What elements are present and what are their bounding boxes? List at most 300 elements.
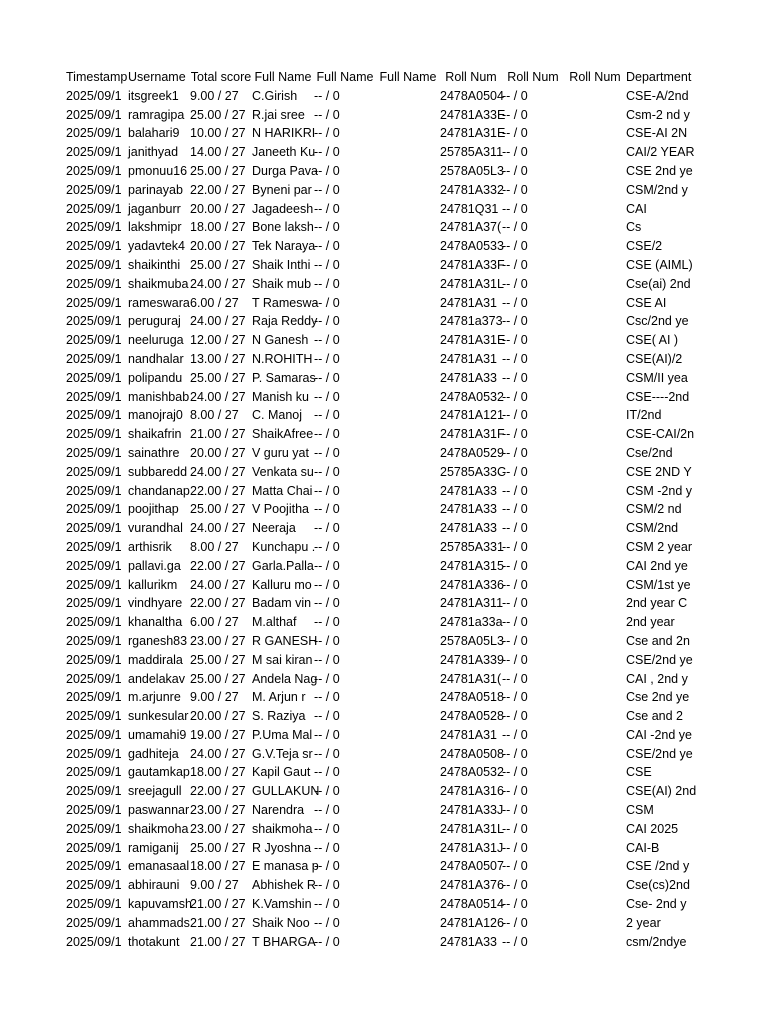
cell-roll-num-2[interactable]: -- / 0 bbox=[502, 577, 528, 592]
cell-full-name-2[interactable]: -- / 0 bbox=[314, 239, 340, 254]
cell-username[interactable]: jaganburr bbox=[128, 201, 181, 216]
cell-full-name-2[interactable]: -- / 0 bbox=[314, 445, 340, 460]
cell-full-name-3[interactable] bbox=[376, 707, 440, 726]
cell-roll-num-3[interactable] bbox=[564, 707, 626, 726]
cell-full-name-3[interactable] bbox=[376, 350, 440, 369]
cell-total-score[interactable]: 14.00 / 27 bbox=[190, 145, 246, 160]
cell-roll-num-3[interactable] bbox=[564, 369, 626, 388]
cell-full-name-2[interactable]: -- / 0 bbox=[314, 596, 340, 611]
cell-roll-num-2[interactable]: -- / 0 bbox=[502, 88, 528, 103]
cell-department[interactable]: CAI/2 YEAR bbox=[626, 145, 695, 160]
cell-timestamp[interactable]: 2025/09/1 bbox=[66, 389, 122, 404]
cell-full-name-2[interactable]: -- / 0 bbox=[314, 88, 340, 103]
cell-username[interactable]: emanasaal bbox=[128, 859, 190, 874]
cell-full-name-2[interactable]: -- / 0 bbox=[314, 615, 340, 630]
cell-roll-num-3[interactable] bbox=[564, 331, 626, 350]
cell-roll-num[interactable]: 2478A0504 bbox=[440, 88, 504, 103]
cell-department[interactable]: csm/2ndye bbox=[626, 934, 687, 949]
cell-roll-num-3[interactable] bbox=[564, 181, 626, 200]
cell-full-name[interactable]: Byneni par bbox=[252, 182, 312, 197]
cell-department[interactable]: CSM/2nd y bbox=[626, 182, 688, 197]
cell-total-score[interactable]: 10.00 / 27 bbox=[190, 126, 246, 141]
cell-roll-num-2[interactable]: -- / 0 bbox=[502, 464, 528, 479]
cell-full-name-2[interactable]: -- / 0 bbox=[314, 427, 340, 442]
cell-roll-num[interactable]: 24781A33 bbox=[440, 370, 498, 385]
cell-roll-num-2[interactable]: -- / 0 bbox=[502, 709, 528, 724]
cell-roll-num[interactable]: 24781A31E bbox=[440, 126, 506, 141]
cell-username[interactable]: gadhiteja bbox=[128, 746, 179, 761]
cell-timestamp[interactable]: 2025/09/1 bbox=[66, 295, 122, 310]
cell-roll-num-3[interactable] bbox=[564, 576, 626, 595]
cell-roll-num-2[interactable]: -- / 0 bbox=[502, 220, 528, 235]
cell-full-name-3[interactable] bbox=[376, 143, 440, 162]
cell-department[interactable]: CSE-CAI/2n bbox=[626, 427, 695, 442]
cell-full-name[interactable]: P.Uma Mal bbox=[252, 727, 313, 742]
cell-total-score[interactable]: 25.00 / 27 bbox=[190, 502, 246, 517]
cell-total-score[interactable]: 23.00 / 27 bbox=[190, 633, 246, 648]
cell-roll-num-2[interactable]: -- / 0 bbox=[502, 821, 528, 836]
cell-timestamp[interactable]: 2025/09/1 bbox=[66, 351, 122, 366]
cell-roll-num-2[interactable]: -- / 0 bbox=[502, 803, 528, 818]
cell-roll-num[interactable]: 24781A121 bbox=[440, 408, 504, 423]
cell-department[interactable]: CSM/2nd bbox=[626, 521, 679, 536]
cell-department[interactable]: CSE 2nd ye bbox=[626, 163, 693, 178]
header-cell-total-score[interactable]: Total score bbox=[190, 70, 252, 84]
cell-full-name-3[interactable] bbox=[376, 933, 440, 952]
cell-total-score[interactable]: 24.00 / 27 bbox=[190, 314, 246, 329]
cell-total-score[interactable]: 20.00 / 27 bbox=[190, 201, 246, 216]
cell-full-name[interactable]: M.althaf bbox=[252, 615, 297, 630]
cell-department[interactable]: Csm-2 nd y bbox=[626, 107, 690, 122]
cell-timestamp[interactable]: 2025/09/1 bbox=[66, 840, 122, 855]
cell-roll-num-2[interactable]: -- / 0 bbox=[502, 746, 528, 761]
cell-roll-num-2[interactable]: -- / 0 bbox=[502, 934, 528, 949]
cell-full-name-3[interactable] bbox=[376, 726, 440, 745]
cell-department[interactable]: CSE/2 bbox=[626, 239, 663, 254]
cell-roll-num-3[interactable] bbox=[564, 500, 626, 519]
cell-total-score[interactable]: 20.00 / 27 bbox=[190, 239, 246, 254]
cell-roll-num-3[interactable] bbox=[564, 425, 626, 444]
cell-roll-num-3[interactable] bbox=[564, 294, 626, 313]
cell-roll-num[interactable]: 24781A31 bbox=[440, 351, 498, 366]
cell-full-name-2[interactable]: -- / 0 bbox=[314, 351, 340, 366]
cell-roll-num-2[interactable]: -- / 0 bbox=[502, 370, 528, 385]
cell-full-name-2[interactable]: -- / 0 bbox=[314, 803, 340, 818]
cell-full-name-2[interactable]: -- / 0 bbox=[314, 765, 340, 780]
cell-roll-num[interactable]: 24781A37( bbox=[440, 220, 502, 235]
cell-roll-num[interactable]: 24781A33 bbox=[440, 521, 498, 536]
cell-full-name-3[interactable] bbox=[376, 87, 440, 106]
header-cell-username[interactable]: Username bbox=[128, 70, 186, 84]
cell-timestamp[interactable]: 2025/09/1 bbox=[66, 201, 122, 216]
cell-roll-num-3[interactable] bbox=[564, 312, 626, 331]
cell-total-score[interactable]: 25.00 / 27 bbox=[190, 107, 246, 122]
cell-total-score[interactable]: 18.00 / 27 bbox=[190, 765, 246, 780]
cell-username[interactable]: khanaltha bbox=[128, 615, 183, 630]
cell-roll-num-3[interactable] bbox=[564, 275, 626, 294]
cell-total-score[interactable]: 22.00 / 27 bbox=[190, 558, 246, 573]
cell-full-name-2[interactable]: -- / 0 bbox=[314, 671, 340, 686]
cell-department[interactable]: Cse 2nd ye bbox=[626, 690, 690, 705]
cell-username[interactable]: andelakav bbox=[128, 671, 185, 686]
cell-roll-num-2[interactable]: -- / 0 bbox=[502, 671, 528, 686]
cell-total-score[interactable]: 23.00 / 27 bbox=[190, 803, 246, 818]
cell-full-name-2[interactable]: -- / 0 bbox=[314, 107, 340, 122]
cell-department[interactable]: CSE /2nd y bbox=[626, 859, 690, 874]
cell-full-name[interactable]: Kalluru mo bbox=[252, 577, 312, 592]
cell-full-name[interactable]: E manasa p bbox=[252, 859, 319, 874]
cell-full-name-3[interactable] bbox=[376, 256, 440, 275]
cell-full-name[interactable]: N HARIKRI bbox=[252, 126, 316, 141]
cell-full-name[interactable]: Bone laksh bbox=[252, 220, 314, 235]
cell-roll-num-2[interactable]: -- / 0 bbox=[502, 652, 528, 667]
cell-department[interactable]: Cse- 2nd y bbox=[626, 897, 687, 912]
cell-full-name-2[interactable]: -- / 0 bbox=[314, 746, 340, 761]
cell-roll-num-2[interactable]: -- / 0 bbox=[502, 257, 528, 272]
cell-department[interactable]: 2 year bbox=[626, 915, 661, 930]
cell-roll-num-3[interactable] bbox=[564, 237, 626, 256]
cell-full-name[interactable]: Neeraja bbox=[252, 521, 296, 536]
cell-username[interactable]: chandanap bbox=[128, 483, 190, 498]
cell-full-name[interactable]: Shaik Noo bbox=[252, 915, 310, 930]
cell-roll-num-3[interactable] bbox=[564, 256, 626, 275]
cell-full-name[interactable]: Raja Reddy bbox=[252, 314, 318, 329]
cell-full-name-2[interactable]: -- / 0 bbox=[314, 145, 340, 160]
cell-total-score[interactable]: 9.00 / 27 bbox=[190, 88, 239, 103]
cell-timestamp[interactable]: 2025/09/1 bbox=[66, 370, 122, 385]
cell-department[interactable]: Cs bbox=[626, 220, 642, 235]
cell-username[interactable]: pallavi.ga bbox=[128, 558, 181, 573]
cell-full-name[interactable]: ShaikAfree bbox=[252, 427, 314, 442]
cell-roll-num-3[interactable] bbox=[564, 106, 626, 125]
cell-full-name-2[interactable]: -- / 0 bbox=[314, 314, 340, 329]
cell-full-name-2[interactable]: -- / 0 bbox=[314, 934, 340, 949]
cell-full-name-3[interactable] bbox=[376, 557, 440, 576]
cell-username[interactable]: polipandu bbox=[128, 370, 183, 385]
cell-full-name-3[interactable] bbox=[376, 275, 440, 294]
cell-roll-num-3[interactable] bbox=[564, 519, 626, 538]
cell-roll-num-2[interactable]: -- / 0 bbox=[502, 878, 528, 893]
cell-roll-num-3[interactable] bbox=[564, 782, 626, 801]
cell-department[interactable]: CSE( AI ) bbox=[626, 333, 679, 348]
cell-full-name[interactable]: Andela Nag bbox=[252, 671, 318, 686]
cell-roll-num-2[interactable]: -- / 0 bbox=[502, 521, 528, 536]
cell-full-name[interactable]: Abhishek R bbox=[252, 878, 316, 893]
cell-full-name-2[interactable]: -- / 0 bbox=[314, 333, 340, 348]
cell-timestamp[interactable]: 2025/09/1 bbox=[66, 521, 122, 536]
cell-roll-num-2[interactable]: -- / 0 bbox=[502, 596, 528, 611]
cell-total-score[interactable]: 8.00 / 27 bbox=[190, 539, 239, 554]
cell-total-score[interactable]: 25.00 / 27 bbox=[190, 840, 246, 855]
cell-timestamp[interactable]: 2025/09/1 bbox=[66, 88, 122, 103]
cell-total-score[interactable]: 23.00 / 27 bbox=[190, 821, 246, 836]
cell-full-name-2[interactable]: -- / 0 bbox=[314, 840, 340, 855]
cell-full-name[interactable]: R GANESH bbox=[252, 633, 318, 648]
cell-timestamp[interactable]: 2025/09/1 bbox=[66, 145, 122, 160]
cell-username[interactable]: sreejagull bbox=[128, 784, 182, 799]
cell-full-name-3[interactable] bbox=[376, 839, 440, 858]
header-cell-timestamp[interactable]: Timestamp bbox=[66, 70, 128, 84]
cell-roll-num[interactable]: 2478A0532 bbox=[440, 765, 504, 780]
cell-roll-num-2[interactable]: -- / 0 bbox=[502, 389, 528, 404]
cell-department[interactable]: 2nd year bbox=[626, 615, 675, 630]
cell-full-name-2[interactable]: -- / 0 bbox=[314, 201, 340, 216]
cell-full-name-3[interactable] bbox=[376, 425, 440, 444]
cell-roll-num-3[interactable] bbox=[564, 406, 626, 425]
cell-full-name-2[interactable]: -- / 0 bbox=[314, 276, 340, 291]
cell-full-name-3[interactable] bbox=[376, 801, 440, 820]
cell-timestamp[interactable]: 2025/09/1 bbox=[66, 615, 122, 630]
cell-roll-num-2[interactable]: -- / 0 bbox=[502, 558, 528, 573]
cell-full-name[interactable]: N Ganesh bbox=[252, 333, 309, 348]
cell-full-name[interactable]: Badam vin bbox=[252, 596, 312, 611]
cell-full-name-2[interactable]: -- / 0 bbox=[314, 126, 340, 141]
cell-roll-num-2[interactable]: -- / 0 bbox=[502, 765, 528, 780]
cell-roll-num[interactable]: 24781A316 bbox=[440, 784, 504, 799]
cell-total-score[interactable]: 24.00 / 27 bbox=[190, 464, 246, 479]
cell-full-name-3[interactable] bbox=[376, 500, 440, 519]
cell-full-name[interactable]: G.V.Teja sr bbox=[252, 746, 313, 761]
cell-full-name-3[interactable] bbox=[376, 162, 440, 181]
cell-roll-num[interactable]: 24781A31 bbox=[440, 295, 498, 310]
cell-department[interactable]: CSE----2nd bbox=[626, 389, 690, 404]
cell-full-name[interactable]: K.Vamshin bbox=[252, 897, 312, 912]
cell-full-name-3[interactable] bbox=[376, 312, 440, 331]
cell-total-score[interactable]: 24.00 / 27 bbox=[190, 577, 246, 592]
cell-timestamp[interactable]: 2025/09/1 bbox=[66, 784, 122, 799]
cell-roll-num-2[interactable]: -- / 0 bbox=[502, 859, 528, 874]
cell-timestamp[interactable]: 2025/09/1 bbox=[66, 483, 122, 498]
cell-username[interactable]: gautamkap bbox=[128, 765, 190, 780]
cell-username[interactable]: thotakunt bbox=[128, 934, 180, 949]
cell-department[interactable]: CSE/2nd ye bbox=[626, 746, 693, 761]
cell-full-name-3[interactable] bbox=[376, 369, 440, 388]
cell-timestamp[interactable]: 2025/09/1 bbox=[66, 577, 122, 592]
cell-department[interactable]: Cse and 2n bbox=[626, 633, 690, 648]
cell-department[interactable]: CSM/II yea bbox=[626, 370, 688, 385]
cell-roll-num[interactable]: 24781a373 bbox=[440, 314, 503, 329]
cell-department[interactable]: CSM bbox=[626, 803, 654, 818]
cell-roll-num-2[interactable]: -- / 0 bbox=[502, 351, 528, 366]
cell-timestamp[interactable]: 2025/09/1 bbox=[66, 220, 122, 235]
cell-username[interactable]: ramragipa bbox=[128, 107, 185, 122]
cell-username[interactable]: shaikafrin bbox=[128, 427, 182, 442]
cell-roll-num[interactable]: 2478A0532 bbox=[440, 389, 504, 404]
cell-roll-num-3[interactable] bbox=[564, 350, 626, 369]
cell-full-name-3[interactable] bbox=[376, 519, 440, 538]
cell-full-name-3[interactable] bbox=[376, 763, 440, 782]
cell-roll-num-3[interactable] bbox=[564, 444, 626, 463]
cell-full-name-3[interactable] bbox=[376, 294, 440, 313]
cell-roll-num-2[interactable]: -- / 0 bbox=[502, 408, 528, 423]
cell-roll-num[interactable]: 25785A311 bbox=[440, 145, 504, 160]
cell-full-name-2[interactable]: -- / 0 bbox=[314, 257, 340, 272]
cell-full-name-3[interactable] bbox=[376, 820, 440, 839]
cell-full-name-2[interactable]: -- / 0 bbox=[314, 389, 340, 404]
cell-timestamp[interactable]: 2025/09/1 bbox=[66, 671, 122, 686]
cell-full-name-3[interactable] bbox=[376, 482, 440, 501]
cell-timestamp[interactable]: 2025/09/1 bbox=[66, 897, 122, 912]
cell-username[interactable]: rameswara bbox=[128, 295, 190, 310]
cell-department[interactable]: CSM/2 nd bbox=[626, 502, 682, 517]
cell-full-name-3[interactable] bbox=[376, 651, 440, 670]
cell-username[interactable]: arthisrik bbox=[128, 539, 172, 554]
cell-roll-num[interactable]: 24781a33a bbox=[440, 615, 503, 630]
cell-roll-num[interactable]: 24781A31L bbox=[440, 821, 504, 836]
cell-full-name-2[interactable]: -- / 0 bbox=[314, 821, 340, 836]
cell-username[interactable]: shaikinthi bbox=[128, 257, 181, 272]
cell-department[interactable]: CAI 2nd ye bbox=[626, 558, 688, 573]
cell-full-name[interactable]: P. Samaras bbox=[252, 370, 316, 385]
cell-username[interactable]: nandhalar bbox=[128, 351, 184, 366]
cell-department[interactable]: Cse and 2 bbox=[626, 709, 683, 724]
cell-department[interactable]: CSE-A/2nd bbox=[626, 88, 689, 103]
cell-roll-num-3[interactable] bbox=[564, 801, 626, 820]
cell-username[interactable]: pmonuu16 bbox=[128, 163, 188, 178]
header-cell-full-name-3[interactable]: Full Name bbox=[379, 70, 437, 84]
cell-full-name-2[interactable]: -- / 0 bbox=[314, 897, 340, 912]
cell-department[interactable]: CSE/2nd ye bbox=[626, 652, 693, 667]
cell-department[interactable]: CAI-B bbox=[626, 840, 660, 855]
cell-full-name-2[interactable]: -- / 0 bbox=[314, 859, 340, 874]
cell-full-name-3[interactable] bbox=[376, 237, 440, 256]
cell-username[interactable]: manishbab bbox=[128, 389, 190, 404]
cell-username[interactable]: m.arjunre bbox=[128, 690, 181, 705]
cell-roll-num[interactable]: 2478A0507 bbox=[440, 859, 504, 874]
cell-username[interactable]: abhirauni bbox=[128, 878, 180, 893]
cell-username[interactable]: poojithap bbox=[128, 502, 179, 517]
cell-total-score[interactable]: 25.00 / 27 bbox=[190, 671, 246, 686]
cell-full-name-3[interactable] bbox=[376, 463, 440, 482]
cell-full-name-2[interactable]: -- / 0 bbox=[314, 408, 340, 423]
cell-total-score[interactable]: 13.00 / 27 bbox=[190, 351, 246, 366]
cell-full-name-2[interactable]: -- / 0 bbox=[314, 690, 340, 705]
cell-roll-num[interactable]: 24781A315 bbox=[440, 558, 504, 573]
cell-roll-num[interactable]: 2478A0508 bbox=[440, 746, 504, 761]
cell-full-name-3[interactable] bbox=[376, 745, 440, 764]
cell-full-name[interactable]: Manish ku bbox=[252, 389, 309, 404]
cell-full-name[interactable]: Narendra bbox=[252, 803, 305, 818]
cell-department[interactable]: Cse(ai) 2nd bbox=[626, 276, 691, 291]
cell-roll-num-3[interactable] bbox=[564, 876, 626, 895]
cell-timestamp[interactable]: 2025/09/1 bbox=[66, 859, 122, 874]
cell-roll-num[interactable]: 24781A33F bbox=[440, 257, 505, 272]
cell-full-name[interactable]: M sai kiran bbox=[252, 652, 313, 667]
cell-total-score[interactable]: 25.00 / 27 bbox=[190, 652, 246, 667]
cell-roll-num[interactable]: 24781A31L bbox=[440, 276, 504, 291]
cell-roll-num[interactable]: 24781A31J bbox=[440, 840, 504, 855]
cell-roll-num[interactable]: 2478A0518 bbox=[440, 690, 504, 705]
cell-full-name[interactable]: R Jyoshna bbox=[252, 840, 312, 855]
cell-timestamp[interactable]: 2025/09/1 bbox=[66, 408, 122, 423]
cell-roll-num-2[interactable]: -- / 0 bbox=[502, 445, 528, 460]
cell-total-score[interactable]: 12.00 / 27 bbox=[190, 333, 246, 348]
cell-full-name-3[interactable] bbox=[376, 914, 440, 933]
cell-full-name[interactable]: T BHARGA bbox=[252, 934, 316, 949]
cell-full-name-2[interactable]: -- / 0 bbox=[314, 464, 340, 479]
cell-roll-num[interactable]: 24781A33 bbox=[440, 934, 498, 949]
cell-total-score[interactable]: 24.00 / 27 bbox=[190, 746, 246, 761]
cell-username[interactable]: maddirala bbox=[128, 652, 183, 667]
cell-total-score[interactable]: 25.00 / 27 bbox=[190, 163, 246, 178]
cell-full-name[interactable]: C. Manoj bbox=[252, 408, 303, 423]
cell-timestamp[interactable]: 2025/09/1 bbox=[66, 765, 122, 780]
cell-username[interactable]: shaikmoha bbox=[128, 821, 189, 836]
cell-username[interactable]: lakshmipr bbox=[128, 220, 182, 235]
cell-full-name-2[interactable]: -- / 0 bbox=[314, 784, 340, 799]
cell-full-name[interactable]: Matta Chai bbox=[252, 483, 313, 498]
cell-roll-num-3[interactable] bbox=[564, 745, 626, 764]
cell-timestamp[interactable]: 2025/09/1 bbox=[66, 427, 122, 442]
cell-timestamp[interactable]: 2025/09/1 bbox=[66, 182, 122, 197]
cell-full-name-2[interactable]: -- / 0 bbox=[314, 182, 340, 197]
cell-roll-num-3[interactable] bbox=[564, 820, 626, 839]
cell-roll-num-2[interactable]: -- / 0 bbox=[502, 163, 528, 178]
cell-roll-num[interactable]: 2478A0514 bbox=[440, 897, 504, 912]
cell-department[interactable]: Csc/2nd ye bbox=[626, 314, 689, 329]
cell-full-name-2[interactable]: -- / 0 bbox=[314, 577, 340, 592]
cell-full-name-2[interactable]: -- / 0 bbox=[314, 220, 340, 235]
cell-username[interactable]: rganesh83 bbox=[128, 633, 188, 648]
cell-full-name-3[interactable] bbox=[376, 406, 440, 425]
cell-roll-num-3[interactable] bbox=[564, 124, 626, 143]
cell-full-name-2[interactable]: -- / 0 bbox=[314, 295, 340, 310]
cell-timestamp[interactable]: 2025/09/1 bbox=[66, 163, 122, 178]
cell-roll-num-3[interactable] bbox=[564, 726, 626, 745]
cell-roll-num-3[interactable] bbox=[564, 87, 626, 106]
cell-full-name-3[interactable] bbox=[376, 594, 440, 613]
cell-department[interactable]: 2nd year C bbox=[626, 596, 688, 611]
cell-timestamp[interactable]: 2025/09/1 bbox=[66, 633, 122, 648]
cell-full-name-2[interactable]: -- / 0 bbox=[314, 727, 340, 742]
cell-department[interactable]: CSM/1st ye bbox=[626, 577, 691, 592]
cell-total-score[interactable]: 21.00 / 27 bbox=[190, 897, 246, 912]
cell-username[interactable]: sainathre bbox=[128, 445, 180, 460]
cell-roll-num-3[interactable] bbox=[564, 839, 626, 858]
cell-department[interactable]: CSM -2nd y bbox=[626, 483, 692, 498]
cell-roll-num[interactable]: 2478A0529 bbox=[440, 445, 504, 460]
cell-full-name-2[interactable]: -- / 0 bbox=[314, 521, 340, 536]
cell-department[interactable]: Cse/2nd bbox=[626, 445, 673, 460]
cell-full-name-3[interactable] bbox=[376, 388, 440, 407]
cell-full-name[interactable]: V guru yat bbox=[252, 445, 309, 460]
cell-roll-num-3[interactable] bbox=[564, 388, 626, 407]
cell-full-name-3[interactable] bbox=[376, 782, 440, 801]
cell-username[interactable]: yadavtek4 bbox=[128, 239, 185, 254]
cell-full-name-2[interactable]: -- / 0 bbox=[314, 652, 340, 667]
cell-full-name-3[interactable] bbox=[376, 613, 440, 632]
cell-roll-num-2[interactable]: -- / 0 bbox=[502, 427, 528, 442]
cell-roll-num[interactable]: 24781A336 bbox=[440, 577, 504, 592]
cell-full-name-3[interactable] bbox=[376, 895, 440, 914]
cell-full-name[interactable]: Venkata su bbox=[252, 464, 314, 479]
cell-full-name[interactable]: Janeeth Ku bbox=[252, 145, 316, 160]
cell-full-name[interactable]: C.Girish bbox=[252, 88, 298, 103]
cell-roll-num-2[interactable]: -- / 0 bbox=[502, 897, 528, 912]
cell-roll-num-3[interactable] bbox=[564, 688, 626, 707]
cell-total-score[interactable]: 21.00 / 27 bbox=[190, 427, 246, 442]
cell-username[interactable]: ahammads bbox=[128, 915, 190, 930]
cell-timestamp[interactable]: 2025/09/1 bbox=[66, 257, 122, 272]
cell-roll-num[interactable]: 25785A331 bbox=[440, 539, 504, 554]
cell-full-name-3[interactable] bbox=[376, 576, 440, 595]
cell-roll-num-3[interactable] bbox=[564, 763, 626, 782]
cell-timestamp[interactable]: 2025/09/1 bbox=[66, 333, 122, 348]
cell-roll-num-3[interactable] bbox=[564, 895, 626, 914]
cell-roll-num[interactable]: 24781A376 bbox=[440, 878, 504, 893]
cell-total-score[interactable]: 6.00 / 27 bbox=[190, 295, 239, 310]
cell-username[interactable]: neeluruga bbox=[128, 333, 184, 348]
